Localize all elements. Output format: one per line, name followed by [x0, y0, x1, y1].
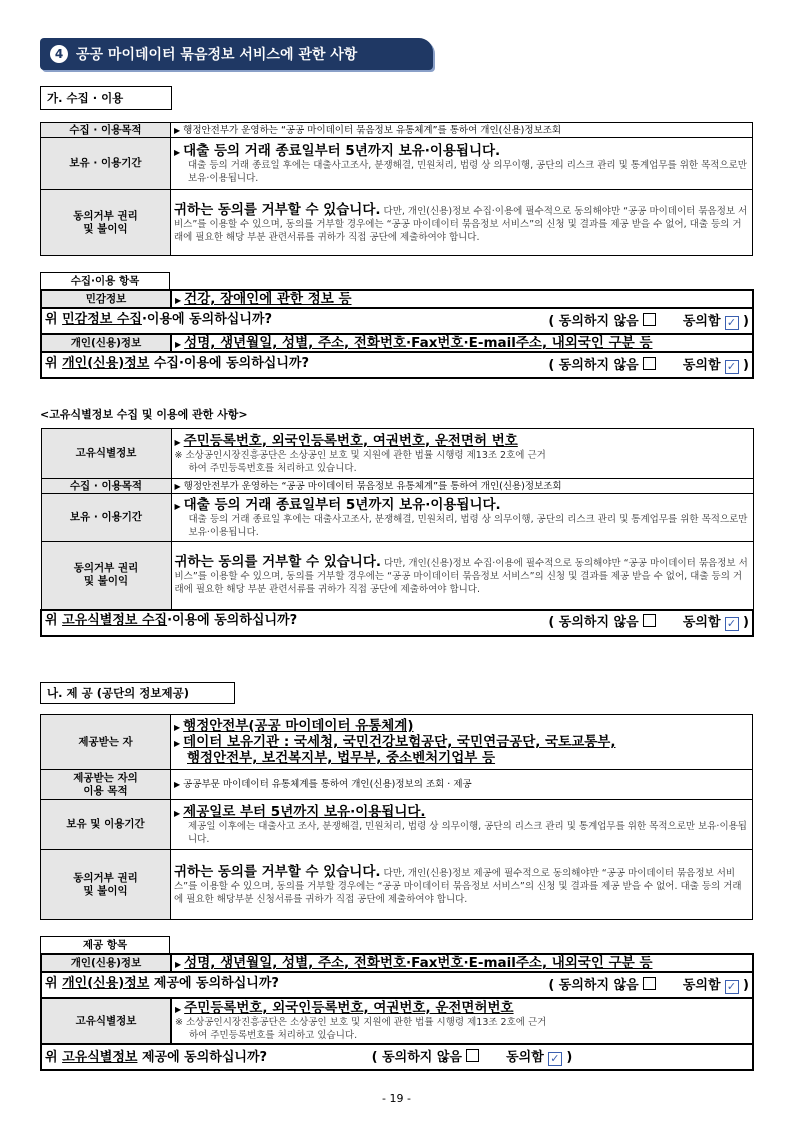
provision-table — [40, 714, 753, 920]
credit-label-2: 개인(신용)정보 — [41, 954, 171, 972]
refuse-detail: 다만, 개인(신용)정보 수집·이용에 필수적으로 동의해야만 “공공 마이데이터 묶음정보 서비스”를 이용할 수 있으며, 동의를 거부할 경우에는 “공공 마이데이터 묶음정보 서비스”의 신청 및 결과를 제공 받을 수 없어, 대출 등의 거래에 필요한 해당 부분 관련서류를 귀하가 직접 공단에 제출하여야 합니다. — [174, 205, 748, 243]
refuse-label: 동의거부 권리 및 불이익 — [41, 190, 171, 256]
refuse-cell-2: 귀하는 동의를 거부할 수 있습니다. 다만, 개인(신용)정보 수집·이용에 필수적으로 동의해야만 “공공 마이데이터 묶음정보 서비스”를 이용할 수 있으며, 동의를 거부할 경우에는 “공공 마이데이터 묶음정보 서비스”의 신청 및 결과를 제공 받을 수 없어, 대출 등의 거래에 필요한 해당 부분 관련서류를 귀하가 직접 공단에 제출하여야 합니다. — [171, 542, 753, 610]
sensitive-consent-row: 위 민감정보 수집·이용에 동의하십니까? ( 동의하지 않음 동의함 ✓ ) — [41, 308, 753, 334]
sensitive-disagree-checkbox[interactable] — [643, 313, 656, 326]
use-purpose-label: 제공받는 자의 이용 목적 — [41, 770, 171, 800]
sensitive-label: 민감정보 — [41, 290, 171, 308]
collection-items-table — [40, 289, 754, 379]
uid-provision-agree-checkbox[interactable]: ✓ — [548, 1052, 562, 1066]
collection-use-table — [40, 122, 753, 256]
unique-id-subheading: <고유식별정보 수집 및 이용에 관한 사항> — [40, 408, 248, 421]
provision-items-header: 제공 항목 — [40, 936, 170, 953]
credit-consent-row: 위 개인(신용)정보 수집·이용에 동의하십니까? ( 동의하지 않음 동의함 ✓ ) — [41, 352, 753, 378]
credit-disagree-checkbox[interactable] — [643, 357, 656, 370]
uid-consent-row: 위 고유식별정보 수집·이용에 동의하십니까? ( 동의하지 않음 동의함 ✓ ) — [41, 610, 753, 636]
purpose-label-2: 수집 · 이용목적 — [41, 479, 171, 494]
uid-label-2: 고유식별정보 — [41, 998, 171, 1044]
use-purpose-text: ▶ 공공부문 마이데이터 유통체계를 통하여 개인(신용)정보의 조회 · 제공 — [171, 770, 753, 800]
uid-disagree-checkbox[interactable] — [643, 614, 656, 627]
credit-provision-consent-row: 위 개인(신용)정보 제공에 동의하십니까? ( 동의하지 않음 동의함 ✓ ) — [41, 972, 753, 998]
retention-label: 보유 · 이용기간 — [41, 138, 171, 190]
credit-text: ▶ 성명, 생년월일, 성별, 주소, 전화번호·Fax번호·E-mail주소, 내외국인 구분 등 — [171, 334, 753, 352]
subsection-title-na: 나. 제 공 (공단의 정보제공) — [40, 682, 235, 704]
uid-agree-checkbox[interactable]: ✓ — [725, 617, 739, 631]
retention-cell-3: ▶ 제공일로 부터 5년까지 보유·이용됩니다. 제공일 이후에는 대출사고 조사, 분쟁해결, 민원처리, 법령 상 의무이행, 공단의 리스크 관리 및 통계업무를 위한 목적으로만 보유·이용됩니다. — [171, 800, 753, 850]
retention-cell: ▶ 대출 등의 거래 종료일부터 5년까지 보유·이용됩니다. 대출 등의 거래 종료일 후에는 대출사고조사, 분쟁해결, 민원처리, 법령 상 의무이행, 공단의 리스크 관리 및 통계업무를 위한 목적으로만 보유·이용됩니다. — [171, 138, 753, 190]
refuse-label-3: 동의거부 권리 및 불이익 — [41, 850, 171, 920]
recipient-label: 제공받는 자 — [41, 715, 171, 770]
subsection-title-text: 가. 수집 · 이용 — [47, 91, 124, 105]
section-banner — [40, 38, 433, 70]
purpose-text: ▶ 행정안전부가 운영하는 “공공 마이데이터 묶음정보 유통체계”를 통하여 개인(신용)정보조회 — [171, 123, 753, 138]
unique-id-table — [40, 428, 754, 637]
provision-items-table — [40, 953, 754, 1071]
section-number-badge: 4 — [50, 45, 68, 63]
retention-headline: 대출 등의 거래 종료일부터 5년까지 보유·이용됩니다. — [183, 142, 501, 159]
credit-agree-checkbox[interactable]: ✓ — [725, 360, 739, 374]
credit-label: 개인(신용)정보 — [41, 334, 171, 352]
collection-items-header: 수집·이용 항목 — [40, 272, 170, 289]
credit-text-2: ▶ 성명, 생년월일, 성별, 주소, 전화번호·Fax번호·E-mail주소, 내외국인 구분 등 — [171, 954, 753, 972]
credit-provision-agree-checkbox[interactable]: ✓ — [725, 980, 739, 994]
retention-detail: 대출 등의 거래 종료일 후에는 대출사고조사, 분쟁해결, 민원처리, 법령 상 의무이행, 공단의 리스크 관리 및 통계업무를 위한 목적으로만 보유·이용됩니다. — [188, 159, 747, 184]
refuse-cell — [171, 190, 753, 256]
sensitive-text: ▶ 건강, 장애인에 관한 정보 등 — [171, 290, 753, 308]
refuse-cell-3: 귀하는 동의를 거부할 수 있습니다. 다만, 개인(신용)정보 제공에 필수적으로 동의해야만 “공공 마이데이터 묶음정보 서비스”를 이용할 수 있으며, 동의를 거부할 경우에는 “공공 마이데이터 묶음정보 서비스”의 신청 및 결과를 제공 받을 수 없어. 대출 등의 거래에 필요한 해당부분 신청서류를 귀하가 직접 공단에 제출하여야 합니다. — [171, 850, 753, 920]
retention-cell-2: ▶ 대출 등의 거래 종료일부터 5년까지 보유·이용됩니다. 대출 등의 거래 종료일 후에는 대출사고조사, 분쟁해결, 민원처리, 법령 상 의무이행, 공단의 리스크 관리 및 통계업무를 위한 목적으로만 보유·이용됩니다. — [171, 494, 753, 542]
uid-provision-consent-row: 위 고유식별정보 제공에 동의하십니까? ( 동의하지 않음 동의함 ✓ ) — [41, 1044, 753, 1070]
refuse-headline: 귀하는 동의를 거부할 수 있습니다. — [174, 201, 381, 218]
section-title: 공공 마이데이터 묶음정보 서비스에 관한 사항 — [76, 47, 358, 63]
recipient-cell: ▶ 행정안전부(공공 마이데이터 유통체계) ▶ 데이터 보유기관 : 국세청, 국민건강보험공단, 국민연금공단, 국토교통부, 행정안전부, 보건복지부, 법무부, 중소벤처기업부 등 — [171, 715, 753, 770]
uid-cell-2: ▶ 주민등록번호, 외국인등록번호, 여권번호, 운전면허번호 ※ 소상공인시장진흥공단은 소상공인 보호 및 지원에 관한 법률 시행령 제13조 2호에 근거 하여 주민등록번호를 처리하고 있습니다. — [171, 998, 753, 1044]
credit-provision-disagree-checkbox[interactable] — [643, 977, 656, 990]
uid-provision-disagree-checkbox[interactable] — [466, 1049, 479, 1062]
uid-label: 고유식별정보 — [41, 429, 171, 479]
uid-cell: ▶ 주민등록번호, 외국인등록번호, 여권번호, 운전면허 번호 ※ 소상공인시장진흥공단은 소상공인 보호 및 지원에 관한 법률 시행령 제13조 2호에 근거 하여 주민등록번호를 처리하고 있습니다. — [171, 429, 753, 479]
sensitive-agree-checkbox[interactable]: ✓ — [725, 316, 739, 330]
retention-label-2: 보유 · 이용기간 — [41, 494, 171, 542]
retention-label-3: 보유 및 이용기간 — [41, 800, 171, 850]
purpose-text-2: ▶ 행정안전부가 운영하는 “공공 마이데이터 묶음정보 유통체계”를 통하여 개인(신용)정보조회 — [171, 479, 753, 494]
refuse-label-2: 동의거부 권리 및 불이익 — [41, 542, 171, 610]
page-number: - 19 - — [382, 1092, 411, 1105]
subsection-title-ga — [40, 86, 172, 110]
purpose-label: 수집 · 이용목적 — [41, 123, 171, 138]
